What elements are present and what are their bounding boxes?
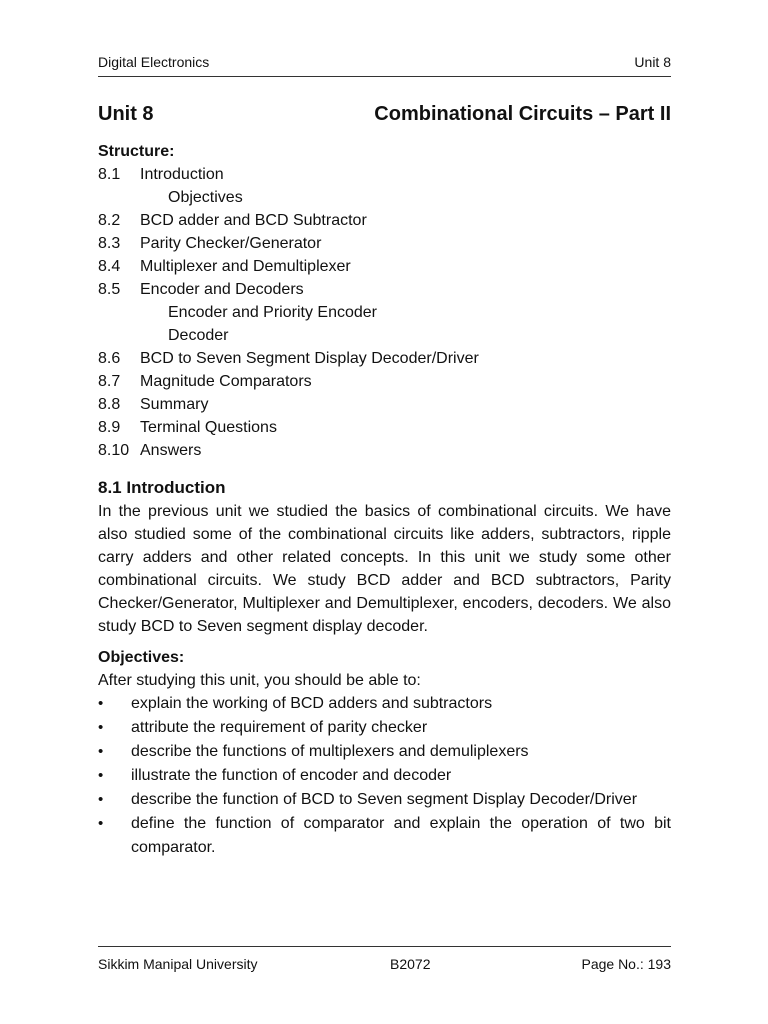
- toc-label: BCD adder and BCD Subtractor: [140, 212, 367, 229]
- page-content: [98, 140, 671, 860]
- toc-label: Parity Checker/Generator: [140, 235, 322, 252]
- bullet-icon: •: [98, 791, 104, 808]
- toc-number: 8.7: [98, 373, 121, 390]
- intro-heading: 8.1 Introduction: [98, 478, 226, 497]
- list-item: [98, 692, 671, 716]
- toc-label: Introduction: [140, 166, 224, 183]
- structure-list: [98, 163, 671, 462]
- list-item: [98, 764, 671, 788]
- objective-text: explain the working of BCD adders and subtractors: [131, 695, 493, 712]
- objectives-heading: Objectives:: [98, 649, 185, 666]
- toc-item: [98, 278, 671, 301]
- toc-label: Encoder and Decoders: [140, 281, 304, 298]
- toc-item: [98, 255, 671, 278]
- bullet-icon: •: [98, 719, 104, 736]
- list-item: [98, 716, 671, 740]
- toc-number: 8.5: [98, 281, 121, 298]
- objective-text: illustrate the function of encoder and decoder: [131, 767, 452, 784]
- toc-item: [98, 163, 671, 186]
- toc-label: Magnitude Comparators: [140, 373, 312, 390]
- bullet-icon: •: [98, 695, 104, 712]
- objective-text: define the function of comparator and explain the operation of two bit comparator.: [131, 815, 671, 856]
- objective-text: attribute the requirement of parity checker: [131, 719, 428, 736]
- objective-text: describe the function of BCD to Seven segment Display Decoder/Driver: [131, 791, 638, 808]
- bullet-icon: •: [98, 815, 104, 832]
- toc-label: Terminal Questions: [140, 419, 277, 436]
- toc-item: [98, 439, 671, 462]
- toc-item: [98, 347, 671, 370]
- bullet-icon: •: [98, 743, 104, 760]
- toc-number: 8.10: [98, 442, 130, 459]
- toc-item: [98, 370, 671, 393]
- objectives-list: [98, 692, 671, 860]
- objectives-lead: After studying this unit, you should be able to:: [98, 672, 421, 689]
- toc-number: 8.1: [98, 166, 121, 183]
- list-item: [98, 788, 671, 812]
- header-course: Digital Electronics: [98, 54, 210, 70]
- page-footer: [98, 946, 671, 973]
- toc-label: Summary: [140, 396, 209, 413]
- toc-subitem: Decoder: [168, 327, 229, 344]
- toc-item: [98, 232, 671, 255]
- toc-number: 8.9: [98, 419, 121, 436]
- toc-item: [98, 209, 671, 232]
- footer-course-code: B2072: [390, 956, 431, 972]
- list-item: [98, 740, 671, 764]
- bullet-icon: •: [98, 767, 104, 784]
- footer-page-number: Page No.: 193: [581, 956, 671, 972]
- toc-label: Answers: [140, 442, 202, 459]
- toc-subitem: Objectives: [168, 189, 243, 206]
- toc-number: 8.2: [98, 212, 121, 229]
- header-unit: Unit 8: [634, 54, 671, 70]
- unit-title: Combinational Circuits – Part II: [374, 103, 671, 125]
- structure-heading: Structure:: [98, 143, 175, 160]
- toc-item: [98, 416, 671, 439]
- toc-label: BCD to Seven Segment Display Decoder/Driver: [140, 350, 479, 367]
- toc-number: 8.6: [98, 350, 121, 367]
- toc-item: [98, 393, 671, 416]
- toc-number: 8.4: [98, 258, 121, 275]
- toc-subitem: Encoder and Priority Encoder: [168, 304, 377, 321]
- list-item: [98, 812, 671, 860]
- unit-number: Unit 8: [98, 103, 154, 125]
- toc-number: 8.8: [98, 396, 121, 413]
- unit-title-row: [98, 100, 671, 128]
- objective-text: describe the functions of multiplexers and demuliplexers: [131, 743, 529, 760]
- footer-university: Sikkim Manipal University: [98, 956, 258, 972]
- intro-paragraph: In the previous unit we studied the basics of combinational circuits. We have also studied some of the combinational circuits like adders, subtractors, ripple carry adders and other related concepts. In this unit we study some other combinational circuits. We study BCD adder and BCD subtractors, Parity Checker/Generator, Multiplexer and Demultiplexer, encoders, decoders. We also study BCD to Seven segment display decoder.: [98, 503, 671, 635]
- page-header: [98, 52, 671, 77]
- toc-number: 8.3: [98, 235, 121, 252]
- toc-label: Multiplexer and Demultiplexer: [140, 258, 351, 275]
